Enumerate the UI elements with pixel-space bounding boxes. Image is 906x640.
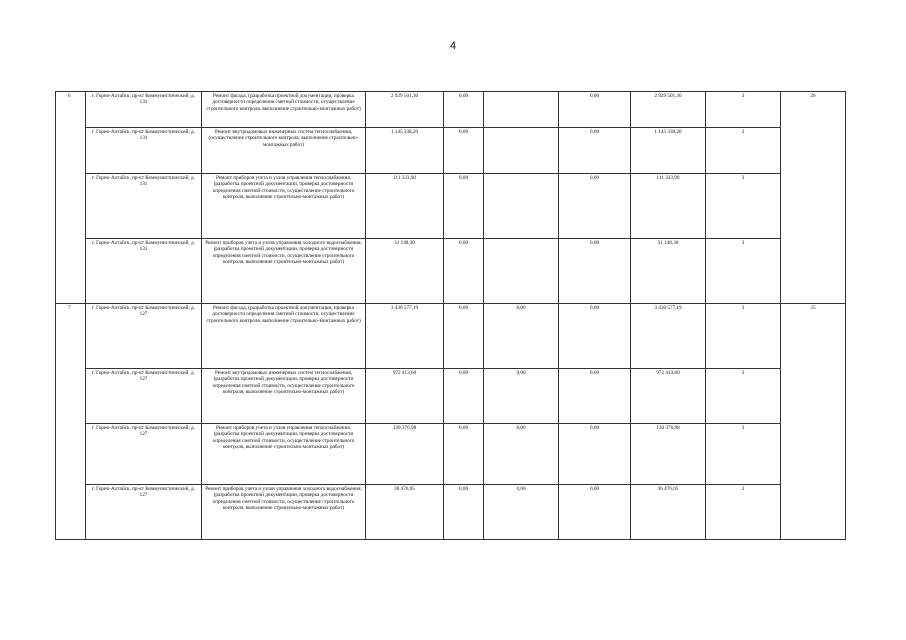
funds-cell: 0,00 [444, 485, 484, 540]
funds-cell [484, 174, 559, 239]
funds-cell: 0,00 [559, 239, 631, 304]
total-cost-cell: 972 413,60 [366, 369, 444, 424]
total-cost-cell: 1 145 338,20 [366, 128, 444, 174]
total-cost-cell: 3 430 577,19 [366, 304, 444, 369]
funds-cell: 0,00 [444, 174, 484, 239]
fund-sum-cell: 2 929 501,30 [631, 92, 706, 128]
funds-cell: 0,00 [484, 424, 559, 485]
funds-cell [484, 92, 559, 128]
table-row [56, 424, 846, 485]
funds-cell: 0,00 [559, 485, 631, 540]
fund-sum-cell: 111 333,90 [631, 174, 706, 239]
funds-cell [484, 239, 559, 304]
funds-cell: 0,00 [444, 239, 484, 304]
total-cost-cell: 111 333,90 [366, 174, 444, 239]
table-row [56, 174, 846, 239]
funds-cell: 0,00 [559, 128, 631, 174]
rank-cell: 35 [781, 304, 846, 540]
address-cell: г. Горно-Алтайск, пр-кт Коммунистический, д. 131 [86, 174, 202, 239]
work-description-cell: Ремонт приборов учета и узлов управления теплоснабжения, (разработка проектной документации, проверка достоверности определения сметной стоимости, осуществление строительного контроля, выполнение строительно-монтажных работ) [202, 424, 366, 485]
address-cell: г. Горно-Алтайск, пр-кт Коммунистический, д. 127 [86, 304, 202, 369]
term-cell: 3 [706, 304, 781, 369]
fund-sum-cell: 130 376,98 [631, 424, 706, 485]
work-description-cell: Ремонт внутридомовых инженерных систем теплоснабжения, (разработка проектной документации, проверка достоверности определения сметной стоимости, осуществление строительного контроля, выполнение строительно-монтажных работ) [202, 369, 366, 424]
work-description-cell: Ремонт фасада, (разработка проектной документации, проверка достоверности определения сметной стоимости, осуществление строительного контроля, выполнение строительно-монтажных работ) [202, 304, 366, 369]
group-number: 7 [56, 304, 86, 540]
funds-cell: 0,00 [484, 485, 559, 540]
rank-cell: 26 [781, 92, 846, 304]
term-cell: 2 [706, 128, 781, 174]
funds-cell: 0,00 [559, 304, 631, 369]
capital-repair-table [55, 91, 846, 540]
table-row [56, 239, 846, 304]
term-cell: 3 [706, 424, 781, 485]
work-description-cell: Ремонт внутридомовых инженерных систем теплоснабжения, (осуществление строительного контроля, выполнение строительно-монтажных работ) [202, 128, 366, 174]
fund-sum-cell: 1 145 338,20 [631, 128, 706, 174]
address-cell: г. Горно-Алтайск, пр-кт Коммунистический, д. 127 [86, 369, 202, 424]
fund-sum-cell: 972 413,60 [631, 369, 706, 424]
address-cell: г. Горно-Алтайск, пр-кт Коммунистический, д. 127 [86, 485, 202, 540]
funds-cell: 0,00 [559, 424, 631, 485]
table-row [56, 304, 846, 369]
address-cell: г. Горно-Алтайск, пр-кт Коммунистический, д. 131 [86, 239, 202, 304]
address-cell: г. Горно-Алтайск, пр-кт Коммунистический, д. 131 [86, 92, 202, 128]
funds-cell: 0,00 [444, 369, 484, 424]
funds-cell: 0,00 [444, 92, 484, 128]
total-cost-cell: 36 476,05 [366, 485, 444, 540]
work-description-cell: Ремонт фасада, (разработка проектной документации, проверка достоверности определения сметной стоимости, осуществление строительного контроля, выполнение строительно-монтажных работ) [202, 92, 366, 128]
fund-sum-cell: 31 148,30 [631, 239, 706, 304]
work-description-cell: Ремонт приборов учета и узлов управления теплоснабжения, (разработка проектной документации, проверка достоверности определения сметной стоимости, осуществление строительного контроля, выполнение строительно-монтажных работ) [202, 174, 366, 239]
address-cell: г. Горно-Алтайск, пр-кт Коммунистический, д. 131 [86, 128, 202, 174]
fund-sum-cell: 3 430 577,19 [631, 304, 706, 369]
funds-cell: 0,00 [559, 369, 631, 424]
table-row [56, 369, 846, 424]
work-description-cell: Ремонт приборов учета и узлов управления холодного водоснабжения, (разработка проектной документации, проверка достоверности определения сметной стоимости, осуществление строительного контроля, выполнение строительно-монтажных работ) [202, 239, 366, 304]
term-cell: 3 [706, 485, 781, 540]
table-row [56, 92, 846, 128]
table-row [56, 128, 846, 174]
funds-cell: 0,00 [444, 128, 484, 174]
funds-cell: 0,00 [559, 92, 631, 128]
term-cell: 3 [706, 369, 781, 424]
total-cost-cell: 2 929 501,30 [366, 92, 444, 128]
funds-cell: 0,00 [484, 304, 559, 369]
term-cell: 3 [706, 239, 781, 304]
funds-cell: 0,00 [559, 174, 631, 239]
address-cell: г. Горно-Алтайск, пр-кт Коммунистический, д. 127 [86, 424, 202, 485]
funds-cell: 0,00 [444, 304, 484, 369]
funds-cell [484, 128, 559, 174]
total-cost-cell: 130 376,98 [366, 424, 444, 485]
work-description-cell: Ремонт приборов учета и узлов управления холодного водоснабжения, (разработка проектной документации, проверка достоверности определения сметной стоимости, осуществление строительного контроля, выполнение строительно-монтажных работ) [202, 485, 366, 540]
group-number: 6 [56, 92, 86, 304]
term-cell: 3 [706, 174, 781, 239]
funds-cell: 0,00 [444, 424, 484, 485]
term-cell: 3 [706, 92, 781, 128]
total-cost-cell: 31 148,30 [366, 239, 444, 304]
fund-sum-cell: 36 476,05 [631, 485, 706, 540]
page-number: 4 [449, 40, 457, 52]
table-row [56, 485, 846, 540]
funds-cell: 0,00 [484, 369, 559, 424]
